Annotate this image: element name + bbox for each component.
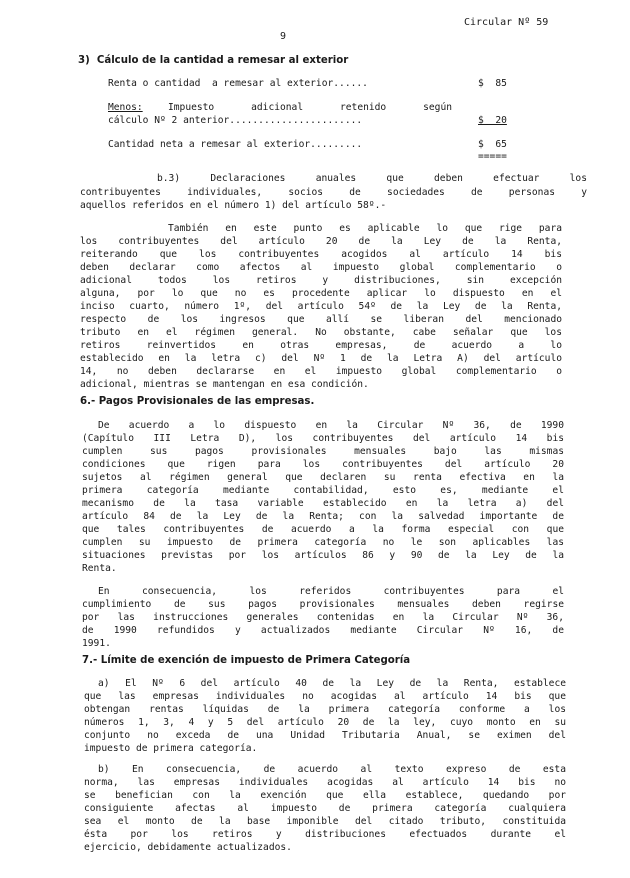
s7-b-line: ésta por los retiros y distribuciones efectuados durante el [84,829,566,840]
tambien-line: tributo en el régimen general. No obstante, cabe señalar que los [80,327,562,338]
b3-line: aquellos referidos en el número 1) del artículo 58º.- [80,200,387,211]
s6-p1-line: mecanismo de la tasa variable establecido en la letra a) del [82,498,564,509]
less-label: Menos: [108,102,143,113]
s7-b-line: sea el monto de la base imponible del citado tributo, constituida [84,816,566,827]
section-3-title: 3) Cálculo de la cantidad a remesar al exterior [78,55,349,66]
s6-p1-line: De acuerdo a lo dispuesto en la Circular Nº 36, de 1990 [98,420,564,431]
circular-number: Circular Nº 59 [464,17,549,28]
s6-p1-line: situaciones previstas por los artículos 86 y 90 de la Ley de la [82,550,564,561]
s6-p1-line: primera categoría mediante contabilidad, esto es, mediante el [82,485,564,496]
tax-row-value: $ 20 [478,115,507,126]
tambien-line: establecido en la letra c) del Nº 1 de la Letra A) del artículo [80,353,562,364]
tambien-line: retiros reinvertidos en otras empresas, de acuerdo a lo [80,340,562,351]
s6-p1-line: cumplen sus pagos provisionales mensuales bajo las mismas [82,446,564,457]
s7-a-line: a) El Nº 6 del artículo 40 de la Ley de la Renta, establece [98,678,566,689]
tambien-line: deben declarar como afectos al impuesto global complementario o [80,262,562,273]
s6-p1-line: condiciones que rigen para los contribuyentes del artículo 20 [82,459,564,470]
tambien-line: reiterando que los contribuyentes acogidos al artículo 14 bis [80,249,562,260]
s7-b-line: norma, las empresas individuales acogidas al artículo 14 bis no [84,777,566,788]
s7-a-line: números 1, 3, 4 y 5 del artículo 20 de la ley, cuyo monto en su [84,717,566,728]
s6-p1-line: (Capítulo III Letra D), los contribuyentes del artículo 14 bis [82,433,564,444]
s6-p1-line: artículo 84 de la Ley de la Renta; con la salvedad importante de [82,511,564,522]
remittance-row-value: $ 85 [478,78,507,89]
s7-b-line: b) En consecuencia, de acuerdo al texto expreso de esta [98,764,566,775]
s6-p1-line: Renta. [82,563,117,574]
tambien-line: inciso cuarto, número 1º, del artículo 54º de la Ley de la Renta, [80,301,562,312]
s6-p2-line: de 1990 refundidos y actualizados mediante Circular Nº 16, de [82,625,564,636]
s6-p1-line: que tales contribuyentes de acuerdo a la forma especial con que [82,524,564,535]
remittance-row-label: Renta o cantidad a remesar al exterior...... [108,78,368,89]
tambien-line: adicional todos los retiros y distribuciones, sin excepción [80,275,562,286]
s7-b-line: se benefician con la exención que ella establece, quedando por [84,790,566,801]
net-row-value: $ 65 [478,139,507,150]
s7-a-line: impuesto de primera categoría. [84,743,258,754]
s7-a-line: obtengan rentas líquidas de la primera categoría conforme a los [84,704,566,715]
tambien-line: También en este punto es aplicable lo que rige para [168,223,562,234]
s7-b-line: ejercicio, debidamente actualizados. [84,842,292,853]
tambien-line: 14, no deben declararse en el impuesto global complementario o [80,366,562,377]
s6-p2-line: cumplimiento de sus pagos provisionales mensuales deben regirse [82,599,564,610]
s6-p2-line: por las instrucciones generales contenidas en la Circular Nº 36, [82,612,564,623]
tambien-line: respecto de los ingresos que allí se liberan del mencionado [80,314,562,325]
s6-p1-line: cumplen su impuesto de primera categoría no le son aplicables las [82,537,564,548]
s7-a-line: que las empresas individuales no acogidas al artículo 14 bis que [84,691,566,702]
b3-line: contribuyentes individuales, socios de sociedades de personas y [80,187,587,198]
b3-line: b.3) Declaraciones anuales que deben efectuar los [157,173,587,184]
tambien-line: alguna, por lo que no es procedente aplicar lo dispuesto en el [80,288,562,299]
net-row-label: Cantidad neta a remesar al exterior......... [108,139,363,150]
s6-p2-line: En consecuencia, los referidos contribuyentes para el [98,586,564,597]
tambien-line: adicional, mientras se mantengan en esa condición. [80,379,369,390]
s6-p2-line: 1991. [82,638,111,649]
s7-a-line: conjunto no exceda de una Unidad Tributaria Anual, se eximen del [84,730,566,741]
tax-row-label-a: Impuesto adicional retenido según [168,102,452,113]
page-number: 9 [280,31,287,42]
s7-b-line: consiguiente afectas al impuesto de primera categoría cualquiera [84,803,566,814]
tambien-line: los contribuyentes del artículo 20 de la Ley de la Renta, [80,236,562,247]
net-row-double-rule: ===== [478,151,507,162]
s6-p1-line: sujetos al régimen general que declaren su renta efectiva en la [82,472,564,483]
tax-row-label-b: cálculo Nº 2 anterior....................... [108,115,363,126]
section-7-title: 7.- Límite de exención de impuesto de Primera Categoría [82,655,411,666]
section-6-title: 6.- Pagos Provisionales de las empresas. [80,396,315,407]
